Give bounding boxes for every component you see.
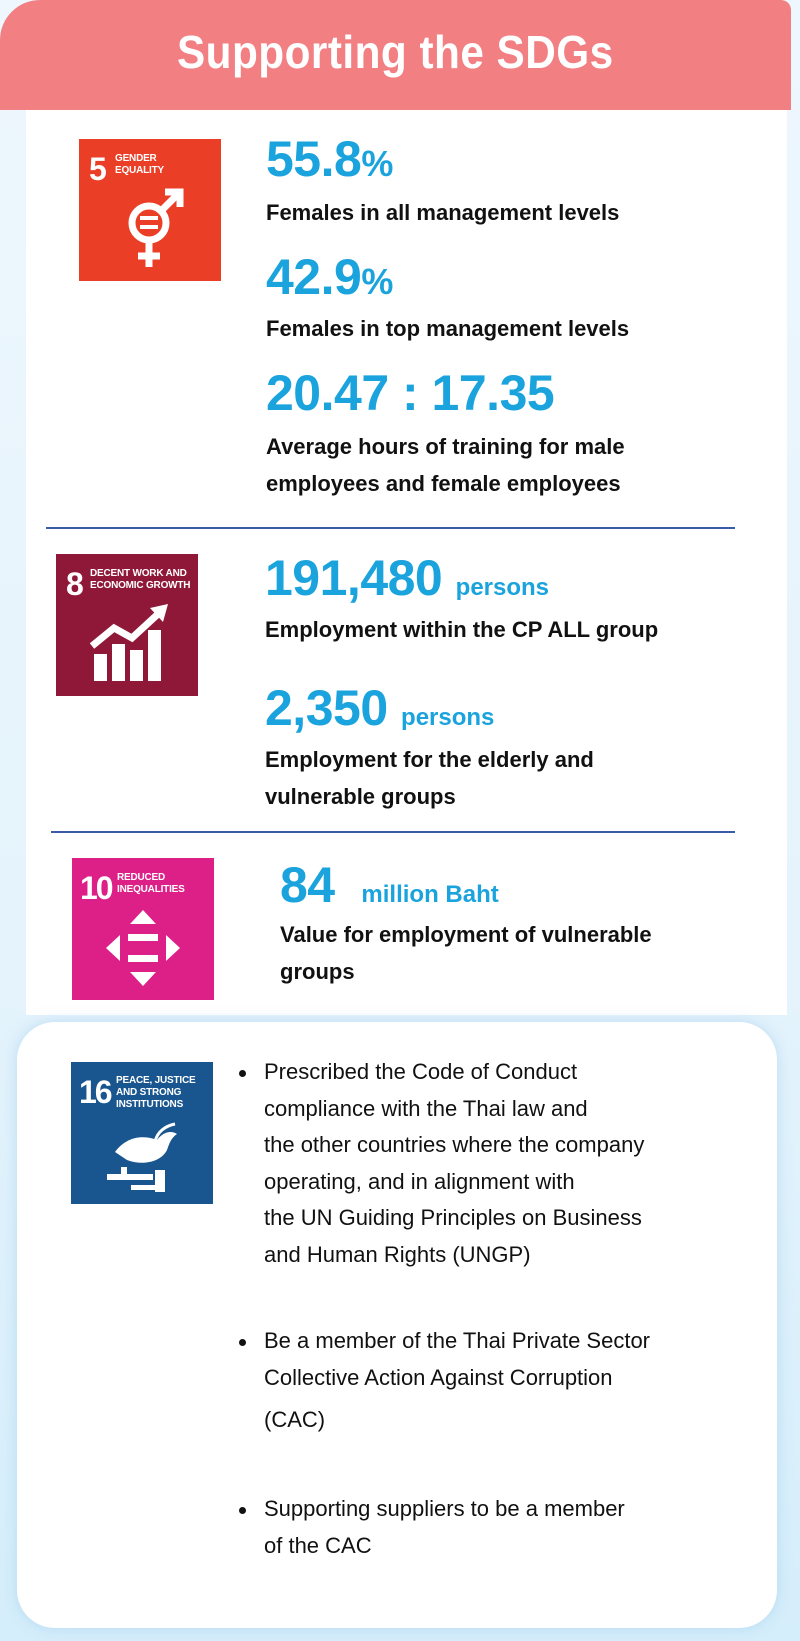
list-item: Prescribed the Code of Conduct compliance with the Thai law and the other countries where the company operating, and in alignment with the UN Guiding Principles on Business and Human Rights (UNGP) [236,1054,644,1273]
stat-label-vulnerable-value: Value for employment of vulnerable groups [280,922,652,984]
sdg5-tile [79,139,221,281]
list-item: Be a member of the Thai Private Sector Collective Action Against Corruption (CAC) [236,1323,650,1439]
stat-value-training-hours: 20.47 : 17.35 [266,365,555,421]
sdg16-bullet-list-3 [236,1491,625,1564]
reduced-inequalities-icon [72,858,214,1000]
section-divider-1 [46,527,735,529]
sdg10-tile [72,858,214,1000]
stat-value-female-top-mgmt: 42.9% [266,249,394,305]
sdg16-number: 16 [79,1074,111,1110]
sdg8-tile [56,554,198,696]
sdg16-bullet-list-2 [236,1323,650,1439]
stat-value-vulnerable-value: 84 million Baht [280,857,499,913]
section-divider-2 [51,831,735,833]
sdg16-tile [71,1062,213,1204]
sdg16-bullet-list [236,1054,644,1273]
stat-label-employment: Employment within the CP ALL group [265,617,659,642]
sdg5-label: GENDER EQUALITY [115,153,164,176]
stat-value-employment: 191,480 persons [265,550,550,606]
stat-label-training-hours: Average hours of training for male employees and female employees [266,434,625,496]
sdg10-number: 10 [80,870,112,906]
stat-label-female-top-mgmt: Females in top management levels [266,316,630,341]
stat-label-elderly-employment: Employment for the elderly and vulnerable groups [265,747,594,809]
gender-equality-icon [79,139,221,281]
stat-label-female-mgmt: Females in all management levels [266,200,620,225]
sdg5-number: 5 [89,151,107,187]
page-title: Supporting the SDGs [177,26,614,78]
sdg16-label: PEACE, JUSTICE AND STRONG INSTITUTIONS [116,1075,196,1110]
header-banner [0,0,791,110]
list-item: Supporting suppliers to be a member of the CAC [236,1491,625,1564]
stat-value-female-mgmt: 55.8% [266,131,394,187]
sdg10-label: REDUCED INEQUALITIES [117,872,185,895]
sdg8-label: DECENT WORK AND ECONOMIC GROWTH [90,568,191,591]
dove-gavel-icon [71,1062,213,1204]
stat-value-elderly-employment: 2,350 persons [265,680,495,736]
sdg8-number: 8 [66,566,84,602]
growth-chart-icon [56,554,198,696]
